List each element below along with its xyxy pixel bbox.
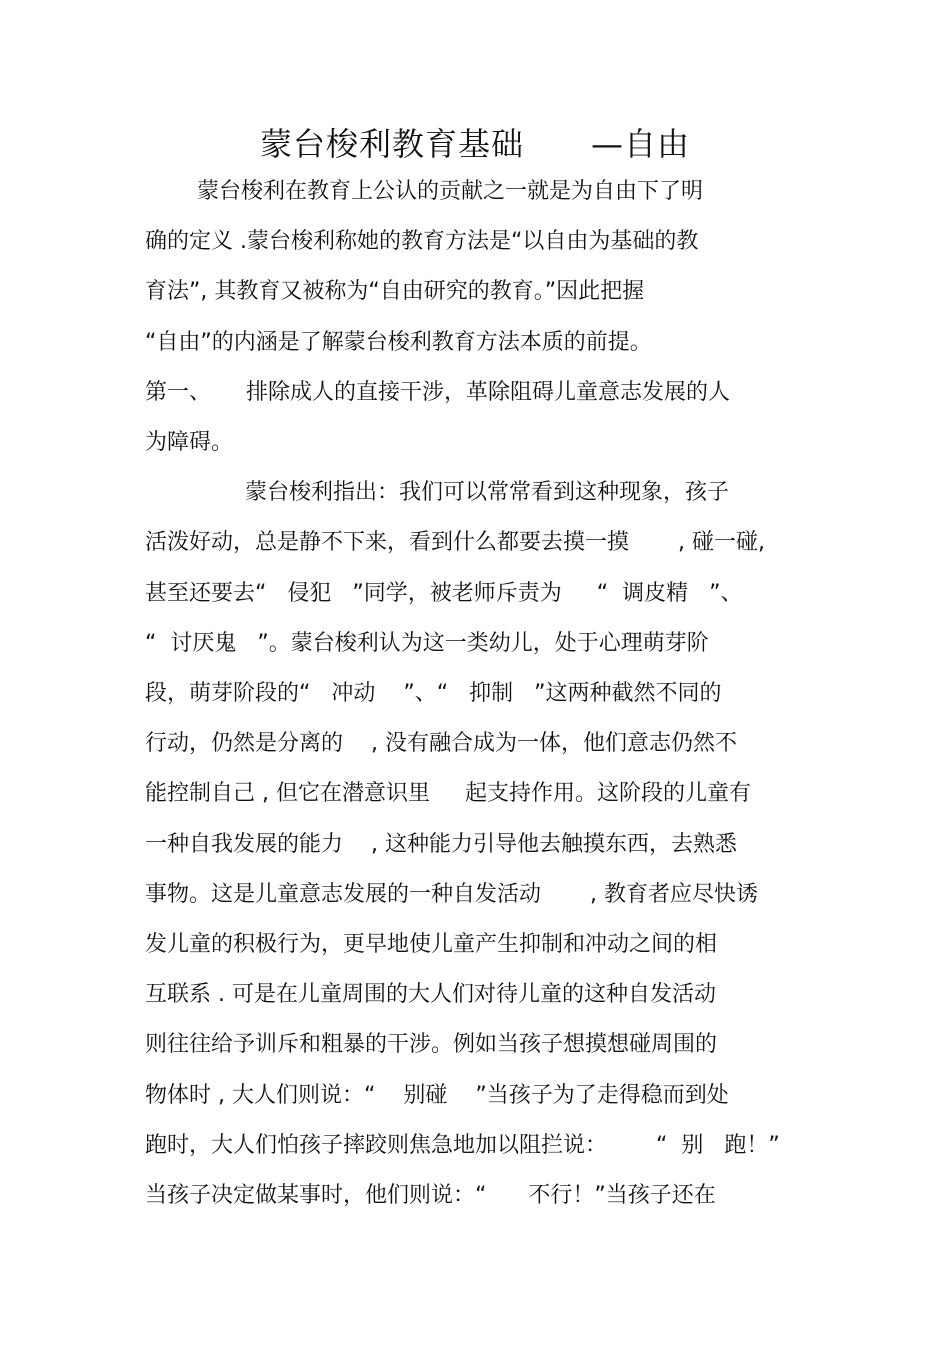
body-line: 甚至还要去“ 侵犯 ”同学，被老师斥责为 “ 调皮精 ”、 xyxy=(145,580,743,606)
body-line: 育法”, 其教育又被称为“自由研究的教育。”因此把握 xyxy=(145,279,645,305)
document-title: 蒙台梭利教育基础 —自由 xyxy=(259,125,691,163)
body-line: 一种自我发展的能力 , 这种能力引导他去触摸东西，去熟悉 xyxy=(145,831,737,857)
body-line: 能控制自己 , 但它在潜意识里 起支持作用。这阶段的儿童有 xyxy=(145,781,751,807)
body-line: 为障碍。 xyxy=(145,430,234,455)
body-line: 活泼好动，总是静不下来，看到什么都要去摸一摸 , 碰一碰, xyxy=(145,530,765,556)
body-line: 确的定义 .蒙台梭利称她的教育方法是“以自由为基础的教 xyxy=(145,229,699,255)
body-line: 事物。这是儿童意志发展的一种自发活动 , 教育者应尽快诱 xyxy=(145,881,758,907)
body-line: 当孩子决定做某事时，他们则说：“ 不行！”当孩子还在 xyxy=(145,1183,716,1208)
body-line: 跑时，大人们怕孩子摔跤则焦急地加以阻拦说： “ 别 跑！” xyxy=(145,1132,780,1158)
body-line: 第一、 排除成人的直接干涉，革除阻碍儿童意志发展的人 xyxy=(145,379,730,405)
body-line: “自由”的内涵是了解蒙台梭利教育方法本质的前提。 xyxy=(145,329,652,355)
body-line: 蒙台梭利在教育上公认的贡献之一就是为自由下了明 xyxy=(197,179,704,204)
body-line: 物体时 , 大人们则说：“ 别碰 ”当孩子为了走得稳而到处 xyxy=(145,1082,729,1108)
body-line: 则往往给予训斥和粗暴的干涉。例如当孩子想摸想碰周围的 xyxy=(145,1032,718,1058)
body-line: “ 讨厌鬼 ”。蒙台梭利认为这一类幼儿，处于心理萌芽阶 xyxy=(145,630,709,656)
body-line: 互联系 . 可是在儿童周围的大人们对待儿童的这种自发活动 xyxy=(145,982,716,1008)
body-line: 行动，仍然是分离的 , 没有融合成为一体，他们意志仍然不 xyxy=(145,731,737,757)
body-line: 发儿童的积极行为，更早地使儿童产生抑制和冲动之间的相 xyxy=(145,932,718,957)
body-line: 蒙台梭利指出：我们可以常常看到这种现象，孩子 xyxy=(245,480,730,506)
body-line: 段，萌芽阶段的“ 冲动 ”、“ 抑制 ”这两种截然不同的 xyxy=(145,681,722,706)
